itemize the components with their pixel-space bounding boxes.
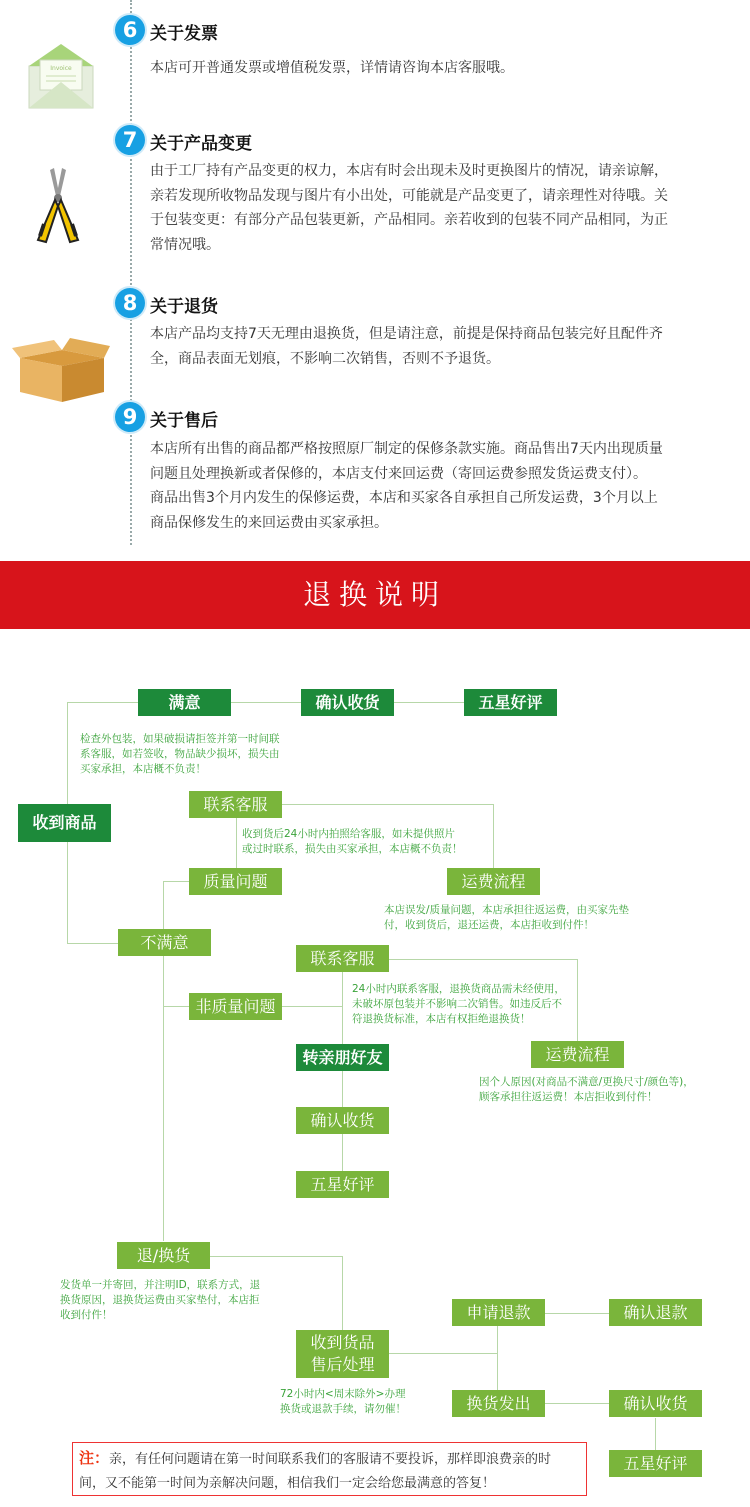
note-line: 收到付件！	[60, 1309, 113, 1321]
note-line: 买家承担，本店概不负责！	[80, 763, 206, 775]
step-confirm-refund: 确认退款	[609, 1299, 702, 1326]
step-return-exchange: 退/换货	[117, 1242, 210, 1269]
connector	[655, 1418, 656, 1450]
connector	[163, 1006, 189, 1007]
note-line: 顾客承担往返运费！本店拒收到付件！	[479, 1091, 658, 1103]
connector	[163, 881, 189, 882]
note-line: 24小时内联系客服，退换货商品需未经使用，	[352, 983, 565, 995]
note-line: 或过时联系，损失由买家承担，本店概不负责！	[242, 843, 463, 855]
faq-line: 由于工厂持有产品变更的权力，本店有时会出现未及时更换图片的情况，请亲谅解，	[150, 163, 668, 179]
faq-body-invoice	[150, 56, 730, 81]
step-confirm-receipt-bottom: 确认收货	[609, 1390, 702, 1417]
step-five-star-bottom: 五星好评	[609, 1450, 702, 1477]
faq-title-after-sales: 关于售后	[150, 411, 218, 431]
faq-line: 商品保修发生的来回运费由买家承担。	[150, 514, 388, 531]
footer-line-1	[79, 1446, 580, 1472]
connector	[67, 702, 139, 703]
faq-line: 常情况哦。	[150, 236, 220, 253]
connector	[545, 1313, 609, 1314]
connector	[210, 1256, 342, 1257]
cardboard-box-icon	[12, 336, 110, 408]
step-five-star-mid: 五星好评	[296, 1171, 389, 1198]
faq-line: 全，商品表面无划痕，不影响二次销售，否则不予退货。	[150, 350, 500, 367]
note-shipping-personal	[479, 1075, 694, 1105]
step-shipping-flow-2: 运费流程	[531, 1041, 624, 1068]
connector	[67, 842, 68, 944]
note-line: 付，收到货后，退还运费，本店拒收到付件！	[384, 919, 594, 931]
faq-line: 商品出售3个月内发生的保修运费，本店和买家各自承担自己所发运费，3个月以上	[150, 490, 658, 506]
pliers-icon	[28, 166, 88, 248]
number-badge-7: 7	[115, 125, 145, 155]
step-non-quality: 非质量问题	[189, 993, 282, 1020]
note-line: 系客服，如若签收，物品缺少损坏，损失由	[80, 748, 280, 760]
note-line: 收到货后24小时内拍照给客服，如未提供照片	[242, 828, 455, 840]
connector	[67, 943, 119, 944]
connector	[545, 1403, 609, 1404]
envelope-label: Invoice	[50, 65, 72, 72]
step-satisfied: 满意	[138, 689, 231, 716]
note-line: 换货或退款手续，请勿催！	[280, 1403, 406, 1415]
connector	[493, 804, 494, 868]
faq-line: 亲若发现所收物品发现与图片有小出处，可能就是产品变更了，请亲理性对待哦。关	[150, 187, 668, 204]
step-five-star-top: 五星好评	[464, 689, 557, 716]
step-after-sale-processing	[296, 1330, 389, 1378]
note-line: 72小时内<周末除外>办理	[280, 1388, 406, 1400]
faq-line: 本店所有出售的商品都严格按照原厂制定的保修条款实施。商品售出7天内出现质量	[150, 441, 663, 457]
note-line: 本店误发/质量问题，本店承担往返运费，由买家先垫	[384, 904, 630, 916]
note-line: 未破坏原包装并不影响二次销售。如违反后不	[352, 998, 562, 1010]
number-badge-8: 8	[115, 288, 145, 318]
connector	[389, 959, 577, 960]
step-received: 收到商品	[18, 804, 111, 842]
note-24h-contact	[352, 982, 565, 1027]
connector	[342, 972, 343, 1172]
step-transfer-friend: 转亲朋好友	[296, 1044, 389, 1071]
faq-body-returns	[150, 322, 730, 371]
step-apply-refund: 申请退款	[452, 1299, 545, 1326]
step-exchange-ship: 换货发出	[452, 1390, 545, 1417]
connector	[393, 702, 465, 703]
step-line: 售后处理	[310, 1355, 375, 1374]
faq-line: 问题且处理换新或者保修的，本店支付来回运费（寄回运费参照发货运费支付）。	[150, 465, 647, 482]
connector	[282, 804, 494, 805]
note-72h	[280, 1387, 406, 1417]
step-line: 收到货品	[310, 1333, 375, 1352]
step-unsatisfied: 不满意	[118, 929, 211, 956]
note-24h-photo	[242, 827, 463, 857]
timeline-dotted-line	[130, 0, 132, 545]
step-quality-issue: 质量问题	[189, 868, 282, 895]
footer-text-2: 间，又不能第一时间为亲解决问题，相信我们一定会给您最满意的答复！	[79, 1476, 496, 1491]
number-badge-6: 6	[115, 15, 145, 45]
step-contact-cs-2: 联系客服	[296, 945, 389, 972]
note-line: 换货原因，退换货运费由买家垫付，本店拒	[60, 1294, 260, 1306]
connector	[577, 959, 578, 1041]
connector	[230, 702, 302, 703]
connector	[389, 1353, 497, 1354]
step-confirm-receipt-top: 确认收货	[301, 689, 394, 716]
footer-label: 注：	[79, 1449, 110, 1467]
return-policy-banner: 退换说明	[0, 561, 750, 629]
invoice-envelope-icon	[26, 42, 96, 114]
faq-title-product-change: 关于产品变更	[150, 134, 252, 154]
note-line: 因个人原因(对商品不满意/更换尺寸/颜色等)，	[479, 1076, 694, 1088]
faq-body-after-sales	[150, 437, 730, 535]
step-shipping-flow-1: 运费流程	[447, 868, 540, 895]
footer-text-1: 亲，有任何问题请在第一时间联系我们的客服请不要投诉，那样即浪费亲的时	[109, 1452, 552, 1467]
faq-line: 于包装变更：有部分产品包装更新，产品相同。亲若收到的包装不同产品相同，为正	[150, 212, 668, 228]
faq-line: 本店可开普通发票或增值税发票，详情请咨询本店客服哦。	[150, 60, 514, 76]
faq-line: 本店产品均支持7天无理由退换货，但是请注意，前提是保持商品包装完好且配件齐	[150, 326, 663, 342]
connector	[280, 1006, 342, 1007]
faq-body-product-change	[150, 159, 730, 257]
footer-notice	[72, 1442, 587, 1496]
note-shipping-quality	[384, 903, 629, 933]
step-contact-cs-1: 联系客服	[189, 791, 282, 818]
step-confirm-receipt-mid: 确认收货	[296, 1107, 389, 1134]
note-inspect-package	[80, 732, 280, 777]
faq-title-invoice: 关于发票	[150, 24, 218, 44]
connector	[67, 702, 68, 804]
note-line: 发货单一并寄回，并注明ID，联系方式，退	[60, 1279, 261, 1291]
note-line: 检查外包装，如果破损请拒签并第一时间联	[80, 733, 280, 745]
note-line: 符退换货标准，本店有权拒绝退换货！	[352, 1013, 531, 1025]
faq-title-returns: 关于退货	[150, 297, 218, 317]
connector	[342, 1256, 343, 1330]
number-badge-9: 9	[115, 402, 145, 432]
note-return-slip	[60, 1278, 260, 1323]
connector	[236, 817, 237, 869]
